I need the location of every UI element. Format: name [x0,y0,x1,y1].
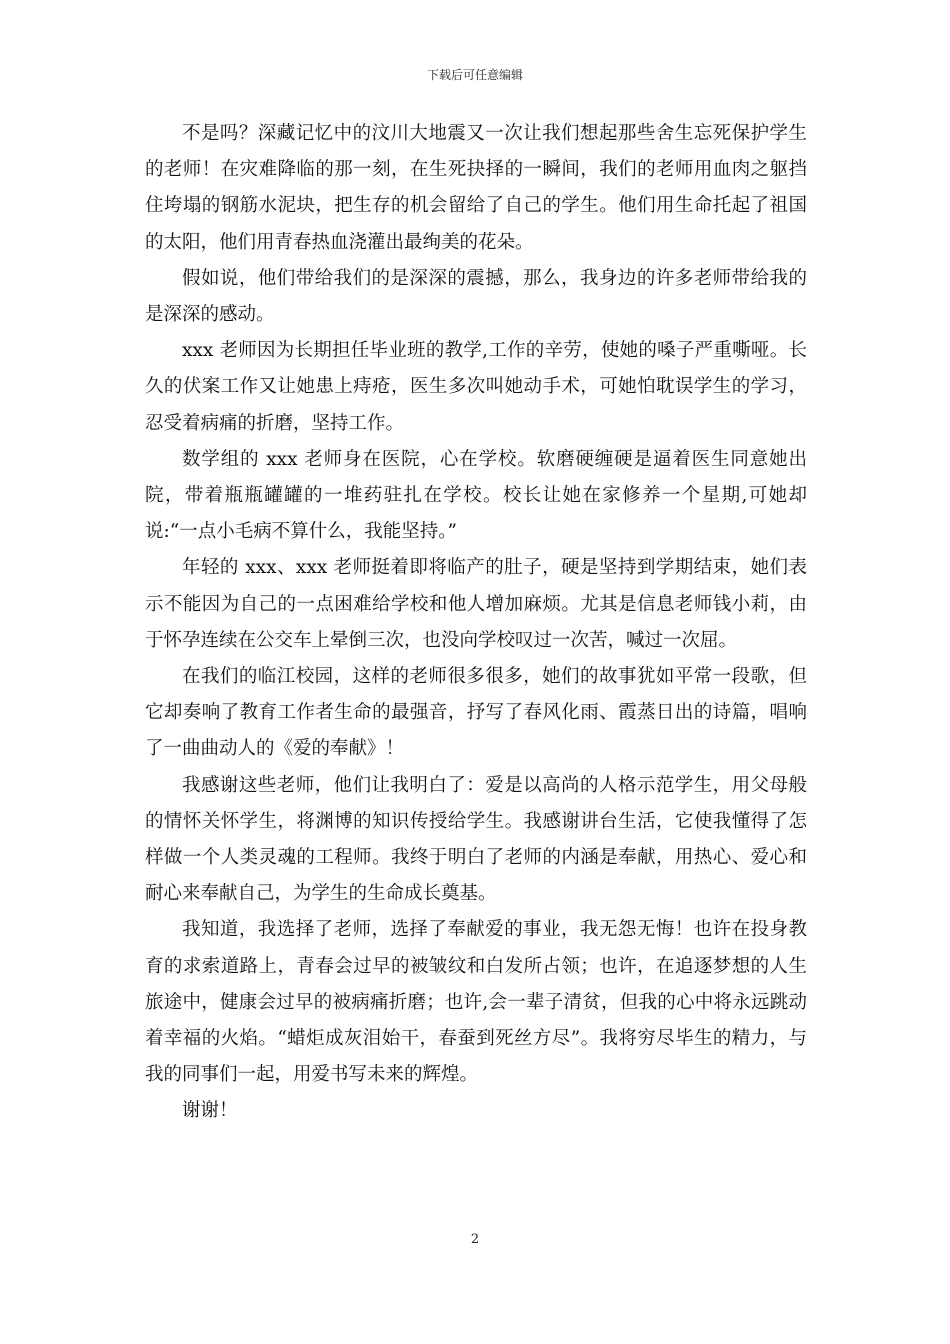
paragraph: 我知道，我选择了老师，选择了奉献爱的事业，我无怨无悔！也许在投身教育的求索道路上，青春会过早的被皱纹和白发所占领；也许，在追逐梦想的人生旅途中，健康会过早的被病痛折磨；也许,会一辈子清贫，但我的心中将永远跳动着幸福的火焰。“蜡炬成灰泪始干，春蚕到死丝方尽”。我将穷尽毕生的精力，与我的同事们一起，用爱书写未来的辉煌。 [145,919,807,1086]
paragraph: 假如说，他们带给我们的是深深的震撼，那么，我身边的许多老师带给我的是深深的感动。 [145,267,807,326]
page-header: 下载后可任意编辑 [426,68,523,82]
paragraph: 在我们的临江校园，这样的老师很多很多，她们的故事犹如平常一段歌，但它却奏响了教育工作者生命的最强音，抒写了春风化雨、霞蒸日出的诗篇，唱响了一曲曲动人的《爱的奉献》！ [145,666,807,760]
paragraph: 我感谢这些老师，他们让我明白了：爱是以高尚的人格示范学生，用父母般的情怀关怀学生，将渊博的知识传授给学生。我感谢讲台生活，它使我懂得了怎样做一个人类灵魂的工程师。我终于明白了老师的内涵是奉献，用热心、爱心和耐心来奉献自己，为学生的生命成长奠基。 [145,774,807,905]
paragraph: 谢谢！ [182,1100,238,1122]
paragraph: xxx 老师因为长期担任毕业班的教学,工作的辛劳，使她的嗓子严重嘶哑。长久的伏案工作又让她患上痔疮，医生多次叫她动手术，可她怕耽误学生的学习，忍受着病痛的折磨，坚持工作。 [145,340,807,434]
page-number: 2 [470,1232,480,1247]
paragraph: 年轻的 xxx、xxx 老师挺着即将临产的肚子，硬是坚持到学期结束，她们表示不能因为自己的一点困难给学校和他人增加麻烦。尤其是信息老师钱小莉，由于怀孕连续在公交车上晕倒三次，也没向学校叹过一次苦，喊过一次屈。 [145,557,807,651]
paragraph: 不是吗？深藏记忆中的汶川大地震又一次让我们想起那些舍生忘死保护学生的老师！在灾难降临的那一刻，在生死抉择的一瞬间，我们的老师用血肉之躯挡住垮塌的钢筋水泥块，把生存的机会留给了自己的学生。他们用生命托起了祖国的太阳，他们用青春热血浇灌出最绚美的花朵。 [145,123,807,253]
paragraph: 数学组的 xxx 老师身在医院，心在学校。软磨硬缠硬是逼着医生同意她出院，带着瓶瓶罐罐的一堆药驻扎在学校。校长让她在家修养一个星期,可她却说:“一点小毛病不算什么，我能坚持。” [145,448,807,543]
document-body [145,116,807,1130]
